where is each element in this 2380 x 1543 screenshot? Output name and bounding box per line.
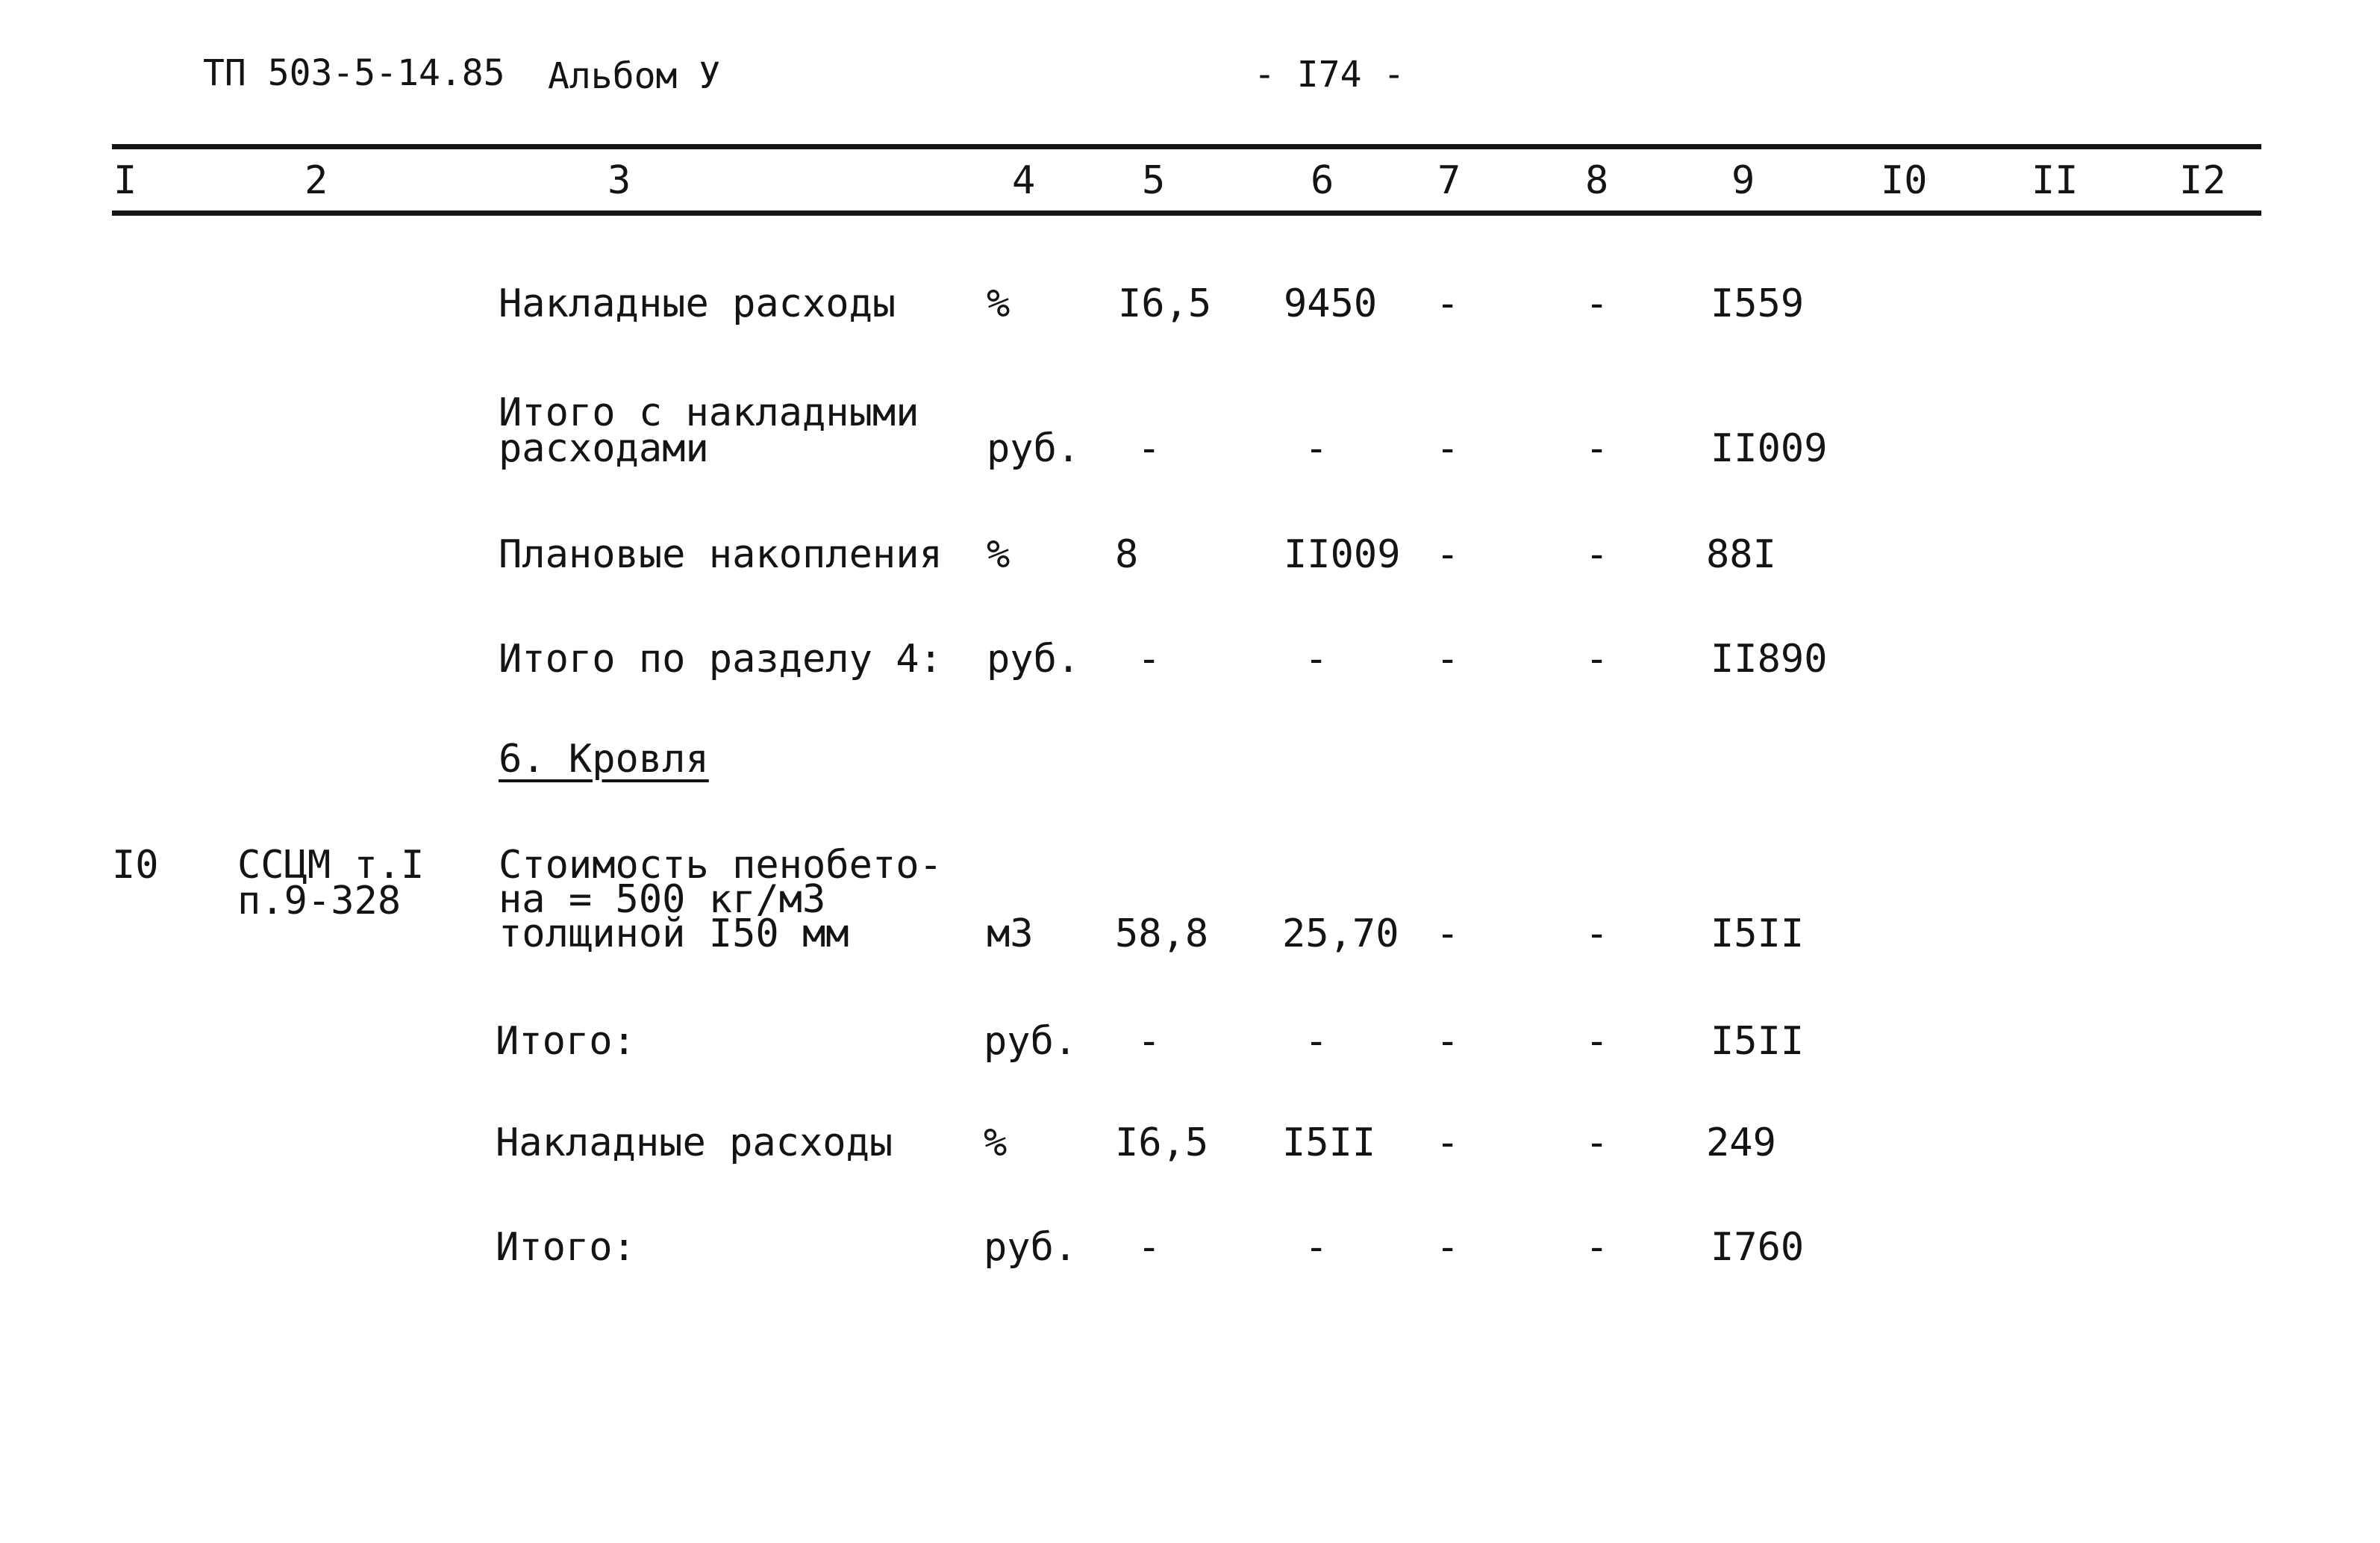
row-col-8: - [1585,426,1609,471]
page-number: - I74 - [1254,54,1405,96]
row-unit: руб. [984,1225,1078,1270]
row-col-9: I5II [1711,1019,1805,1064]
row-col-9: I5II [1711,911,1805,956]
row-item-name: Стоимость пенобето- [499,843,943,888]
row-col-5: - [1137,1225,1161,1270]
row-col-9: 249 [1706,1120,1776,1165]
row-col-5: - [1137,1019,1161,1064]
row-reference: п.9-328 [237,879,402,923]
row-item-name: Итого: [496,1225,636,1270]
column-number: 9 [1731,158,1755,203]
table-header-bottom-rule [112,211,2261,216]
row-col-6: 25,70 [1282,911,1399,956]
row-col-7: - [1436,1019,1460,1064]
row-col-8: - [1585,281,1609,326]
document-code: ТП 503-5-14.85 [203,52,505,94]
row-col-7: - [1436,1120,1460,1165]
column-number: I2 [2179,158,2226,203]
row-col-5: I6,5 [1115,1120,1209,1165]
row-col-9: I760 [1711,1225,1805,1270]
row-col-6: II009 [1284,532,1401,577]
column-number: I [113,158,137,203]
row-col-8: - [1585,911,1609,956]
row-item-name: расходами [499,426,709,471]
row-unit: % [987,281,1011,326]
row-col-6: - [1305,426,1328,471]
row-col-6: - [1305,1019,1328,1064]
row-item-name: на = 500 кг/м3 [499,877,826,922]
row-item-name: Итого: [496,1019,636,1064]
column-number: II [2031,158,2078,203]
row-col-5: - [1137,637,1161,682]
row-col-8: - [1585,1120,1609,1165]
row-col-6: - [1305,1225,1328,1270]
row-col-8: - [1585,637,1609,682]
row-item-name: Накладные расходы [499,281,896,326]
column-number: 8 [1585,158,1609,203]
row-col-5: 8 [1115,532,1139,577]
row-unit: м3 [987,911,1034,956]
row-col-9: I559 [1711,281,1805,326]
row-unit: руб. [984,1019,1078,1064]
section-title: 6. Кровля [499,737,709,782]
row-col-7: - [1436,532,1460,577]
row-col-7: - [1436,637,1460,682]
column-number: 6 [1311,158,1334,203]
row-col-9: II009 [1711,426,1828,471]
row-unit: руб. [987,426,1081,471]
row-col-7: - [1436,1225,1460,1270]
column-number: 5 [1142,158,1166,203]
row-col-5: - [1137,426,1161,471]
row-col-5: I6,5 [1118,281,1212,326]
table-top-rule [112,144,2261,149]
row-number: I0 [112,843,159,888]
row-unit: % [987,532,1011,577]
row-col-7: - [1436,281,1460,326]
row-unit: % [984,1120,1008,1165]
row-col-9: 88I [1706,532,1776,577]
row-col-8: - [1585,532,1609,577]
row-col-7: - [1436,426,1460,471]
row-item-name: Итого с накладными [499,390,919,435]
row-item-name: толщиной I50 мм [499,911,849,956]
column-number: I0 [1881,158,1928,203]
row-col-8: - [1585,1225,1609,1270]
row-reference: ССЦМ т.I [237,843,425,888]
column-number: 7 [1437,158,1461,203]
row-item-name: Плановые накопления [499,532,943,577]
column-number: 3 [608,158,631,203]
row-col-8: - [1585,1019,1609,1064]
row-col-6: - [1305,637,1328,682]
row-item-name: Итого по разделу 4: [499,637,943,682]
row-col-6: I5II [1282,1120,1376,1165]
row-item-name: Накладные расходы [496,1120,893,1165]
row-col-7: - [1436,911,1460,956]
column-number: 2 [304,158,328,203]
album-label: Альбом У [548,55,721,97]
column-number: 4 [1012,158,1036,203]
row-col-9: II890 [1711,637,1828,682]
row-col-6: 9450 [1284,281,1378,326]
row-unit: руб. [987,637,1081,682]
row-col-5: 58,8 [1115,911,1209,956]
